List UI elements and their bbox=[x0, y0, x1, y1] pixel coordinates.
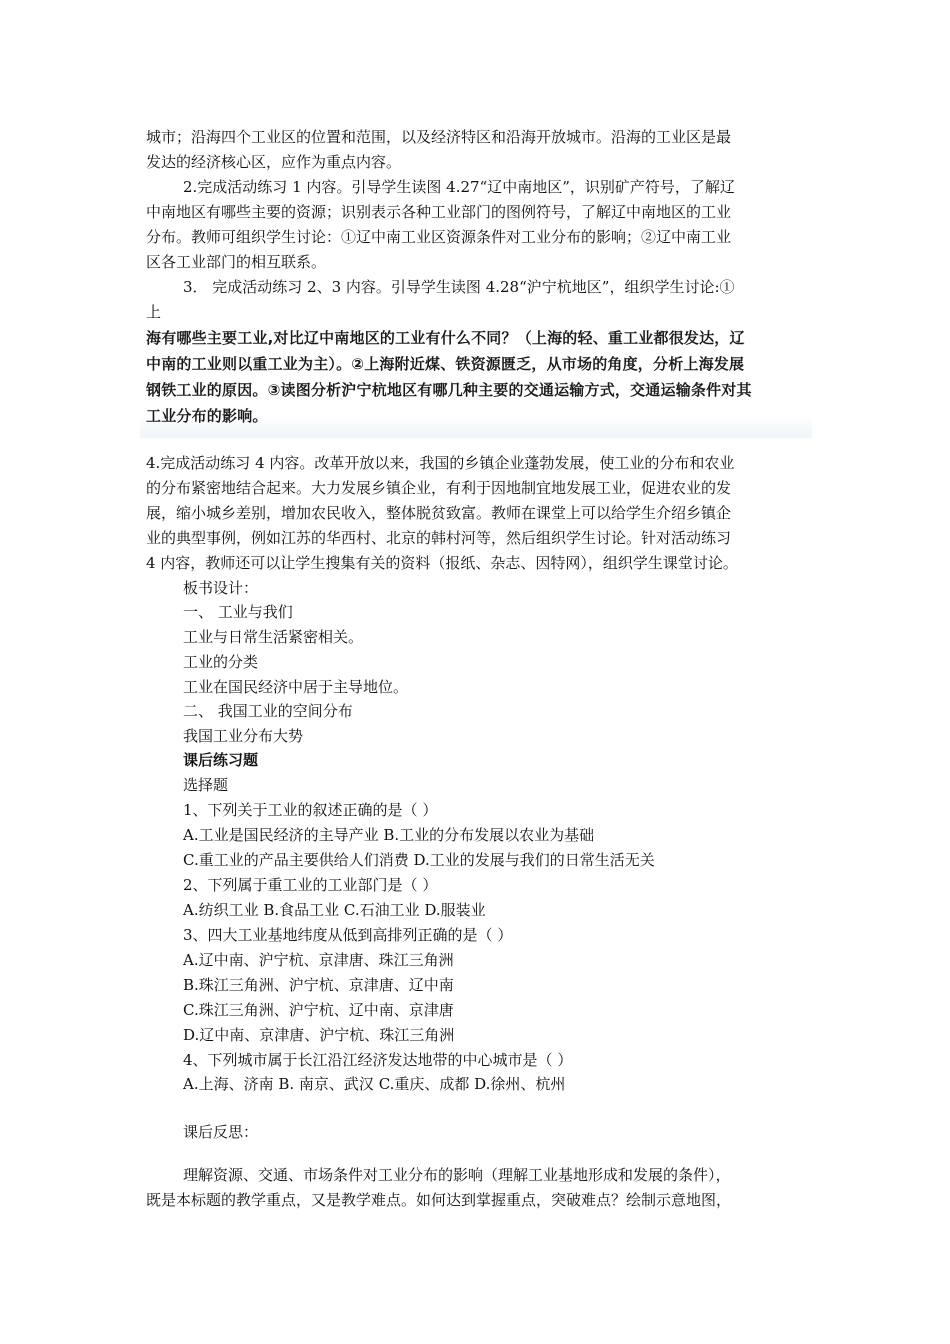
text-line: 分布。教师可组织学生讨论：①辽中南工业区资源条件对工业分布的影响；②辽中南工业 bbox=[146, 228, 732, 246]
exercise-title: 课后练习题 bbox=[183, 751, 259, 769]
reflection-line: 理解资源、交通、市场条件对工业分布的影响（理解工业基地形成和发展的条件）， bbox=[183, 1166, 731, 1184]
exercise-question: 3、四大工业基地纬度从低到高排列正确的是（ ） bbox=[183, 926, 513, 944]
text-line: 业的典型事例，例如江苏的华西村、北京的韩村河等，然后组织学生讨论。针对活动练习 bbox=[146, 529, 732, 547]
scanned-line: 工业分布的影响。 bbox=[146, 407, 268, 425]
text-line: 2.完成活动练习 1 内容。引导学生读图 4.27“辽中南地区”，识别矿产符号，了解辽 bbox=[183, 178, 735, 196]
scanned-line: 钢铁工业的原因。③读图分析沪宁杭地区有哪几种主要的交通运输方式，交通运输条件对其 bbox=[146, 381, 752, 399]
scanned-line: 海有哪些主要工业,对比辽中南地区的工业有什么不同？（上海的轻、重工业都很发达，辽 bbox=[146, 329, 745, 347]
exercise-options: A.纺织工业 B.食品工业 C.石油工业 D.服装业 bbox=[183, 901, 486, 919]
exercise-question: 1、下列关于工业的叙述正确的是（ ） bbox=[183, 801, 438, 819]
exercise-options: A.上海、济南 B. 南京、武汉 C.重庆、成都 D.徐州、杭州 bbox=[183, 1075, 566, 1093]
board-line: 工业在国民经济中居于主导地位。 bbox=[183, 678, 409, 696]
text-line: 城市；沿海四个工业区的位置和范围，以及经济特区和沿海开放城市。沿海的工业区是最 bbox=[146, 128, 732, 146]
exercise-question: 2、下列属于重工业的工业部门是（ ） bbox=[183, 876, 438, 894]
board-line: 工业与日常生活紧密相关。 bbox=[183, 628, 364, 646]
text-line: 的分布紧密地结合起来。大力发展乡镇企业，有利于因地制宜地发展工业，促进农业的发 bbox=[146, 479, 732, 497]
text-line: 4 内容，教师还可以让学生搜集有关的资料（报纸、杂志、因特网），组织学生课堂讨论。 bbox=[146, 554, 738, 572]
exercise-options: A.辽中南、沪宁杭、京津唐、珠江三角洲 bbox=[183, 951, 454, 969]
text-line: 中南地区有哪些主要的资源；识别表示各种工业部门的图例符号，了解辽中南地区的工业 bbox=[146, 203, 732, 221]
text-line: 4.完成活动练习 4 内容。改革开放以来，我国的乡镇企业蓬勃发展，使工业的分布和农业 bbox=[146, 454, 735, 472]
text-line: 区各工业部门的相互联系。 bbox=[146, 253, 327, 271]
board-design-heading: 板书设计： bbox=[183, 579, 259, 597]
reflection-title: 课后反思： bbox=[183, 1123, 259, 1141]
scanned-text-block bbox=[140, 322, 812, 438]
board-line: 一、 工业与我们 bbox=[183, 603, 293, 621]
board-line: 我国工业分布大势 bbox=[183, 727, 304, 745]
reflection-line: 既是本标题的教学重点，又是教学难点。如何达到掌握重点，突破难点？绘制示意地图， bbox=[146, 1191, 732, 1209]
exercise-options: B.珠江三角洲、沪宁杭、京津唐、辽中南 bbox=[183, 976, 454, 994]
exercise-question: 4、下列城市属于长江沿江经济发达地带的中心城市是（ ） bbox=[183, 1051, 573, 1069]
board-line: 二、 我国工业的空间分布 bbox=[183, 702, 353, 720]
text-line: 3． 完成活动练习 2、3 内容。引导学生读图 4.28“沪宁杭地区”，组织学生讨论:① bbox=[183, 278, 735, 296]
scanned-line: 中南的工业则以重工业为主）。②上海附近煤、铁资源匮乏，从市场的角度，分析上海发展 bbox=[146, 355, 745, 373]
board-line: 工业的分类 bbox=[183, 653, 259, 671]
exercise-line: 选择题 bbox=[183, 776, 229, 794]
exercise-options: C.重工业的产品主要供给人们消费 D.工业的发展与我们的日常生活无关 bbox=[183, 851, 655, 869]
exercise-options: C.珠江三角洲、沪宁杭、辽中南、京津唐 bbox=[183, 1001, 454, 1019]
exercise-options: A.工业是国民经济的主导产业 B.工业的分布发展以农业为基础 bbox=[183, 826, 595, 844]
text-line: 展，缩小城乡差别，增加农民收入，整体脱贫致富。教师在课堂上可以给学生介绍乡镇企 bbox=[146, 504, 732, 522]
text-line: 发达的经济核心区，应作为重点内容。 bbox=[146, 153, 402, 171]
exercise-options: D.辽中南、京津唐、沪宁杭、珠江三角洲 bbox=[183, 1026, 455, 1044]
text-line: 上 bbox=[146, 303, 162, 321]
